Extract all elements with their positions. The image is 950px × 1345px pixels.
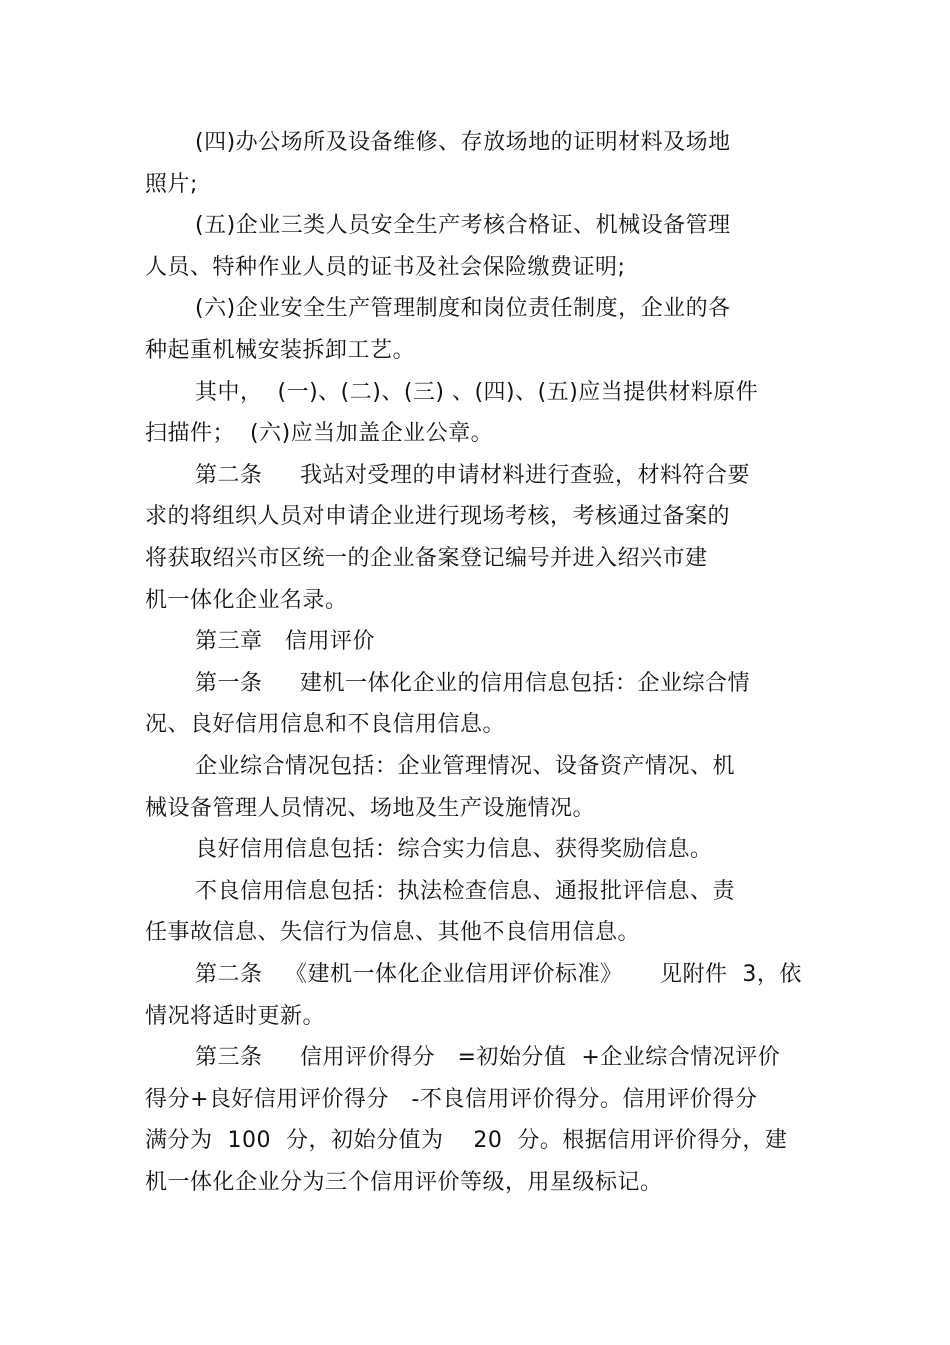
section-heading: 第三章 信用评价 [195,629,375,654]
text-line: 满分为 100 分，初始分值为 20 分。根据信用评价得分，建 [145,1128,788,1153]
text-line: 种起重机械安装拆卸工艺。 [145,338,416,363]
text-line: 任事故信息、失信行为信息、其他不良信用信息。 [145,920,641,945]
text-line: (六)企业安全生产管理制度和岗位责任制度，企业的各 [195,296,731,321]
text-line: 第二条 《建机一体化企业信用评价标准》 见附件 3，依 [195,962,802,987]
text-line: 机一体化企业分为三个信用评价等级，用星级标记。 [145,1170,663,1195]
text-line: 企业综合情况包括：企业管理情况、设备资产情况、机 [195,754,736,779]
text-line: 情况将适时更新。 [145,1004,326,1029]
text-line: (五)企业三类人员安全生产考核合格证、机械设备管理 [195,213,731,238]
text-line: 不良信用信息包括：执法检查信息、通报批评信息、责 [195,879,736,904]
text-line: 第三条 信用评价得分 =初始分值 +企业综合情况评价 [195,1045,781,1070]
text-line: 得分+良好信用评价得分 -不良信用评价得分。信用评价得分 [145,1087,758,1112]
text-line: 良好信用信息包括：综合实力信息、获得奖励信息。 [195,837,713,862]
text-line: 械设备管理人员情况、场地及生产设施情况。 [145,796,596,821]
text-line: 况、良好信用信息和不良信用信息。 [145,712,506,737]
text-line: 人员、特种作业人员的证书及社会保险缴费证明; [145,255,626,280]
text-line: 将获取绍兴市区统一的企业备案登记编号并进入绍兴市建 [145,546,708,571]
text-line: 第一条 建机一体化企业的信用信息包括：企业综合情 [195,671,750,696]
text-line: 扫描件； (六)应当加盖企业公章。 [145,421,494,446]
text-line: 其中， (一)、(二)、(三) 、(四)、(五)应当提供材料原件 [195,380,759,405]
text-line: 求的将组织人员对申请企业进行现场考核，考核通过备案的 [145,504,731,529]
text-line: 机一体化企业名录。 [145,588,348,613]
text-line: 第二条 我站对受理的申请材料进行查验，材料符合要 [195,463,750,488]
text-line: (四)办公场所及设备维修、存放场地的证明材料及场地 [195,130,731,155]
text-line: 照片; [145,172,198,197]
